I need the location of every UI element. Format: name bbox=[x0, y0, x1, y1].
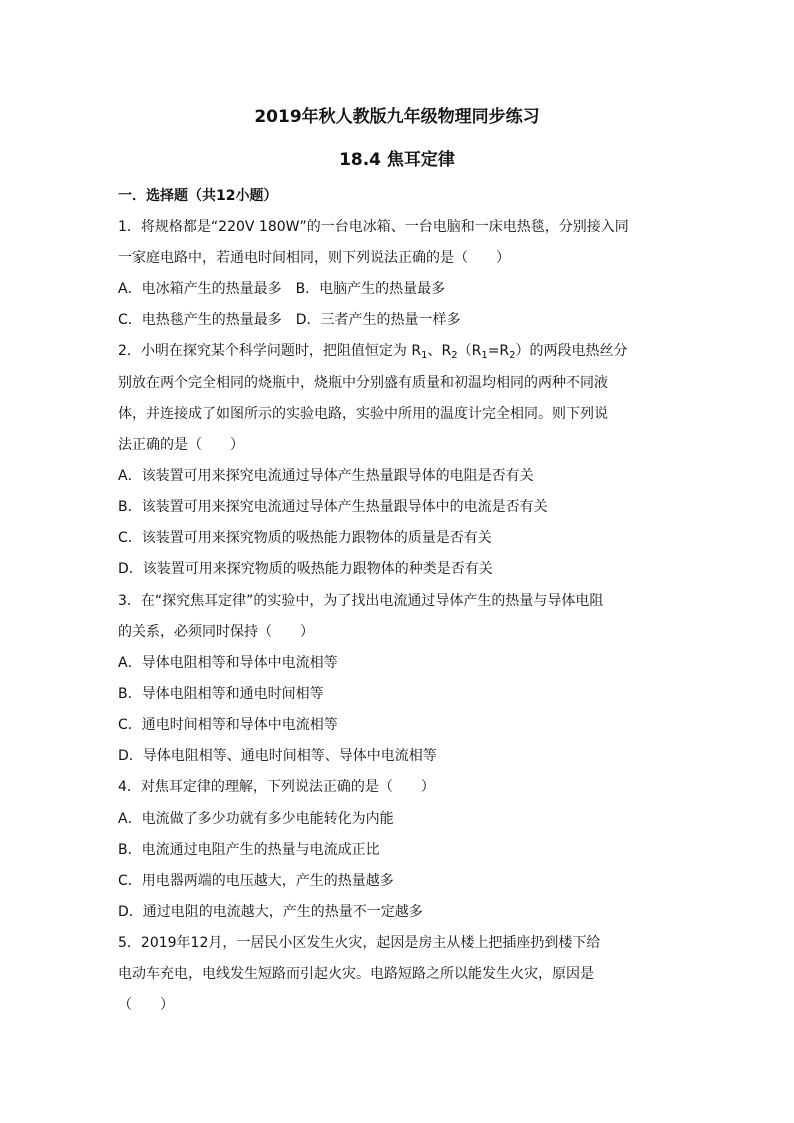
question-3-line-2: 的关系，必须同时保持（ ） bbox=[118, 624, 314, 640]
question-3-line-1: 3．在“探究焦耳定律”的实验中，为了找出电流通过导体产生的热量与导体电阻 bbox=[118, 593, 604, 609]
q2-text-a: 2．小明在探究某个科学问题时，把阻值恒定为 R bbox=[118, 343, 422, 359]
question-3-option-c: C．通电时间相等和导体中电流相等 bbox=[118, 717, 338, 733]
q2-text-b: 、R bbox=[427, 343, 452, 359]
question-2-line-4: 法正确的是（ ） bbox=[118, 437, 244, 453]
document-title: 2019年秋人教版九年级物理同步练习 bbox=[254, 107, 540, 127]
question-2-option-d: D．该装置可用来探究物质的吸热能力跟物体的种类是否有关 bbox=[118, 561, 493, 577]
q2-sub-1: 1 bbox=[421, 350, 428, 361]
question-2-line-2: 别放在两个完全相同的烧瓶中，烧瓶中分别盛有质量和初温均相同的两种不同液 bbox=[118, 375, 608, 391]
question-2-line-3: 体，并连接成了如图所示的实验电路，实验中所用的温度计完全相同。则下列说 bbox=[118, 406, 608, 422]
q2-text-c: （R bbox=[457, 343, 482, 359]
question-2-option-c: C．该装置可用来探究物质的吸热能力跟物体的质量是否有关 bbox=[118, 530, 492, 546]
question-1-line-1: 1．将规格都是“220V 180W”的一台电冰箱、一台电脑和一床电热毯，分别接入同 bbox=[118, 219, 629, 235]
question-1-line-2: 一家庭电路中，若通电时间相同，则下列说法正确的是（ ） bbox=[118, 250, 510, 266]
question-2-line-1 bbox=[118, 341, 628, 366]
q2-sub-4: 2 bbox=[509, 350, 516, 361]
q2-text-e: ）的两段电热丝分 bbox=[515, 343, 628, 359]
q2-text-d: =R bbox=[487, 343, 510, 359]
question-1-options-ab: A．电冰箱产生的热量最多 B．电脑产生的热量最多 bbox=[118, 281, 446, 297]
section-heading: 一．选择题（共12小题） bbox=[118, 188, 278, 204]
q2-sub-2: 2 bbox=[451, 350, 458, 361]
question-4-option-a: A．电流做了多少功就有多少电能转化为内能 bbox=[118, 811, 394, 827]
question-2-option-b: B．该装置可用来探究电流通过导体产生热量跟导体中的电流是否有关 bbox=[118, 499, 548, 515]
question-4-option-c: C．用电器两端的电压越大，产生的热量越多 bbox=[118, 873, 394, 889]
question-5-line-1: 5．2019年12月，一居民小区发生火灾，起因是房主从楼上把插座扔到楼下给 bbox=[118, 935, 601, 951]
q2-sub-3: 1 bbox=[481, 350, 488, 361]
question-3-option-a: A．导体电阻相等和导体中电流相等 bbox=[118, 655, 338, 671]
question-1-options-cd: C．电热毯产生的热量最多 D．三者产生的热量一样多 bbox=[118, 312, 461, 328]
question-3-option-b: B．导体电阻相等和通电时间相等 bbox=[118, 686, 324, 702]
question-4-line-1: 4．对焦耳定律的理解，下列说法正确的是（ ） bbox=[118, 779, 435, 795]
document-subtitle: 18.4 焦耳定律 bbox=[339, 150, 455, 170]
question-4-option-b: B．电流通过电阻产生的热量与电流成正比 bbox=[118, 842, 380, 858]
question-2-option-a: A．该装置可用来探究电流通过导体产生热量跟导体的电阻是否有关 bbox=[118, 468, 534, 484]
question-5-line-3: （ ） bbox=[118, 997, 174, 1013]
question-3-option-d: D．导体电阻相等、通电时间相等、导体中电流相等 bbox=[118, 748, 437, 764]
question-4-option-d: D．通过电阻的电流越大，产生的热量不一定越多 bbox=[118, 904, 423, 920]
question-5-line-2: 电动车充电，电线发生短路而引起火灾。电路短路之所以能发生火灾，原因是 bbox=[118, 966, 594, 982]
